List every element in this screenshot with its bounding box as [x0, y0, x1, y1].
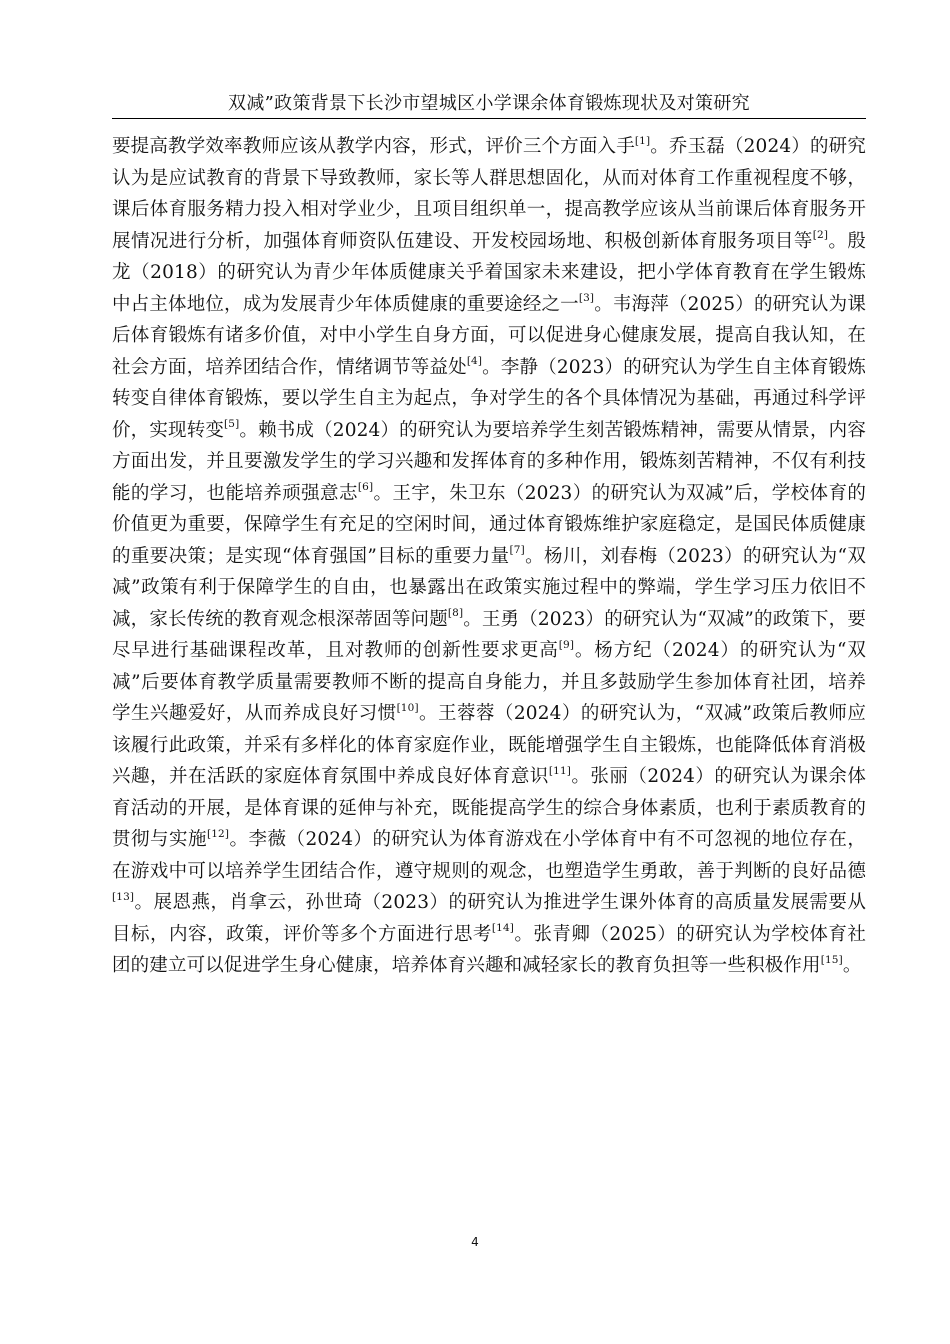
text-segment: 。韦海萍（2025）的研究认为课后体育锻炼有诸多价值，对中小学生自身方面，可以促进身心健康发展，提高自我认知，在社会方面，培养团结合作，情绪调节等益处 [112, 293, 866, 378]
text-segment: 要提高教学效率教师应该从教学内容，形式，评价三个方面入手 [112, 136, 635, 157]
citation-marker: [15] [820, 953, 843, 966]
text-segment: 。杨川，刘春梅（2023）的研究认为“双减”政策有利于保障学生的自由，也暴露出在政策实施过程中的弊端，学生学习压力依旧不减，家长传统的教育观念根深蒂固等问题 [112, 545, 866, 630]
running-header: 双减”政策背景下长沙市望城区小学课余体育锻炼现状及对策研究 [228, 93, 750, 114]
text-segment: 。杨方纪（2024）的研究认为“双减”后要体育教学质量需要教师不断的提高自身能力，并且多鼓励学生参加体育社团，培养学生兴趣爱好，从而养成良好习惯 [112, 640, 866, 724]
page-number: 4 [471, 1235, 479, 1249]
text-segment: 。李薇（2024）的研究认为体育游戏在小学体育中有不可忽视的地位存在，在游戏中可以培养学生团结合作，遵守规则的观念，也塑造学生勇敢，善于判断的良好品德 [112, 829, 866, 882]
text-segment: 。乔玉磊（2024）的研究认为是应试教育的背景下导致教师，家长等人群思想固化，从而对体育工作重视程度不够，课后体育服务精力投入相对学业少，且项目组织单一，提高教学应该从当前课后体育服务开展情况进行分析，加强体育师资队伍建设、开发校园场地、积极创新体育服务项目等 [112, 136, 866, 252]
citation-marker: [3] [578, 292, 595, 305]
citation-marker: [6] [357, 481, 374, 494]
header-divider [112, 118, 866, 119]
text-segment: 。王勇（2023）的研究认为“双减”的政策下，要尽早进行基础课程改革，且对教师的创新性要求更高 [112, 608, 866, 661]
citation-marker: [2] [812, 229, 829, 242]
citation-marker: [8] [447, 607, 464, 620]
text-segment: 。展恩燕，肖拿云，孙世琦（2023）的研究认为推进学生课外体育的高质量发展需要从目标，内容，政策，评价等多个方面进行思考 [112, 892, 866, 945]
citation-marker: [13] [112, 890, 135, 903]
citation-marker: [1] [634, 134, 651, 147]
text-segment: 。王蓉蓉（2024）的研究认为，“双减”政策后教师应该履行此政策，并采有多样化的体育家庭作业，既能增强学生自主锻炼，也能降低体育消极兴趣，并在活跃的家庭体育氛围中养成良好体育意识 [112, 703, 866, 787]
citation-marker: [7] [509, 544, 525, 557]
text-segment: 。赖书成（2024）的研究认为要培养学生刻苦锻炼精神，需要从情景，内容方面出发，并且要激发学生的学习兴趣和发挥体育的多种作用，锻炼刻苦精神，不仅有利技能的学习，也能培养顽强意志 [112, 419, 866, 504]
body-paragraph [112, 131, 866, 982]
text-segment: 。张青卿（2025）的研究认为学校体育社团的建立可以促进学生身心健康，培养体育兴趣和减轻家长的教育负担等一些积极作用 [112, 923, 866, 976]
text-segment: 。殷龙（2018）的研究认为青少年体质健康关乎着国家未来建设，把小学体育教育在学生锻炼中占主体地位，成为发展青少年体质健康的重要途经之一 [112, 230, 866, 315]
text-segment: 。李静（2023）的研究认为学生自主体育锻炼转变自律体育锻炼，要以学生自主为起点，争对学生的各个具体情况为基础，再通过科学评价，实现转变 [112, 356, 866, 441]
text-segment: 。王宇，朱卫东（2023）的研究认为双减”后，学校体育的价值更为重要，保障学生有充足的空闲时间，通过体育锻炼维护家庭稳定，是国民体质健康的重要决策；是实现“体育强国”目标的重要力量 [112, 482, 867, 567]
body-text [112, 131, 866, 982]
citation-marker: [4] [466, 355, 483, 368]
citation-marker: [10] [396, 701, 419, 714]
citation-marker: [14] [491, 922, 515, 935]
text-segment: 。 [842, 955, 862, 976]
citation-marker: [11] [548, 764, 572, 777]
citation-marker: [12] [206, 827, 230, 840]
text-segment: 。张丽（2024）的研究认为课余体育活动的开展，是体育课的延伸与补充，既能提高学生的综合身体素质，也利于素质教育的贯彻与实施 [112, 766, 867, 850]
citation-marker: [9] [558, 638, 575, 651]
citation-marker: [5] [224, 418, 240, 431]
